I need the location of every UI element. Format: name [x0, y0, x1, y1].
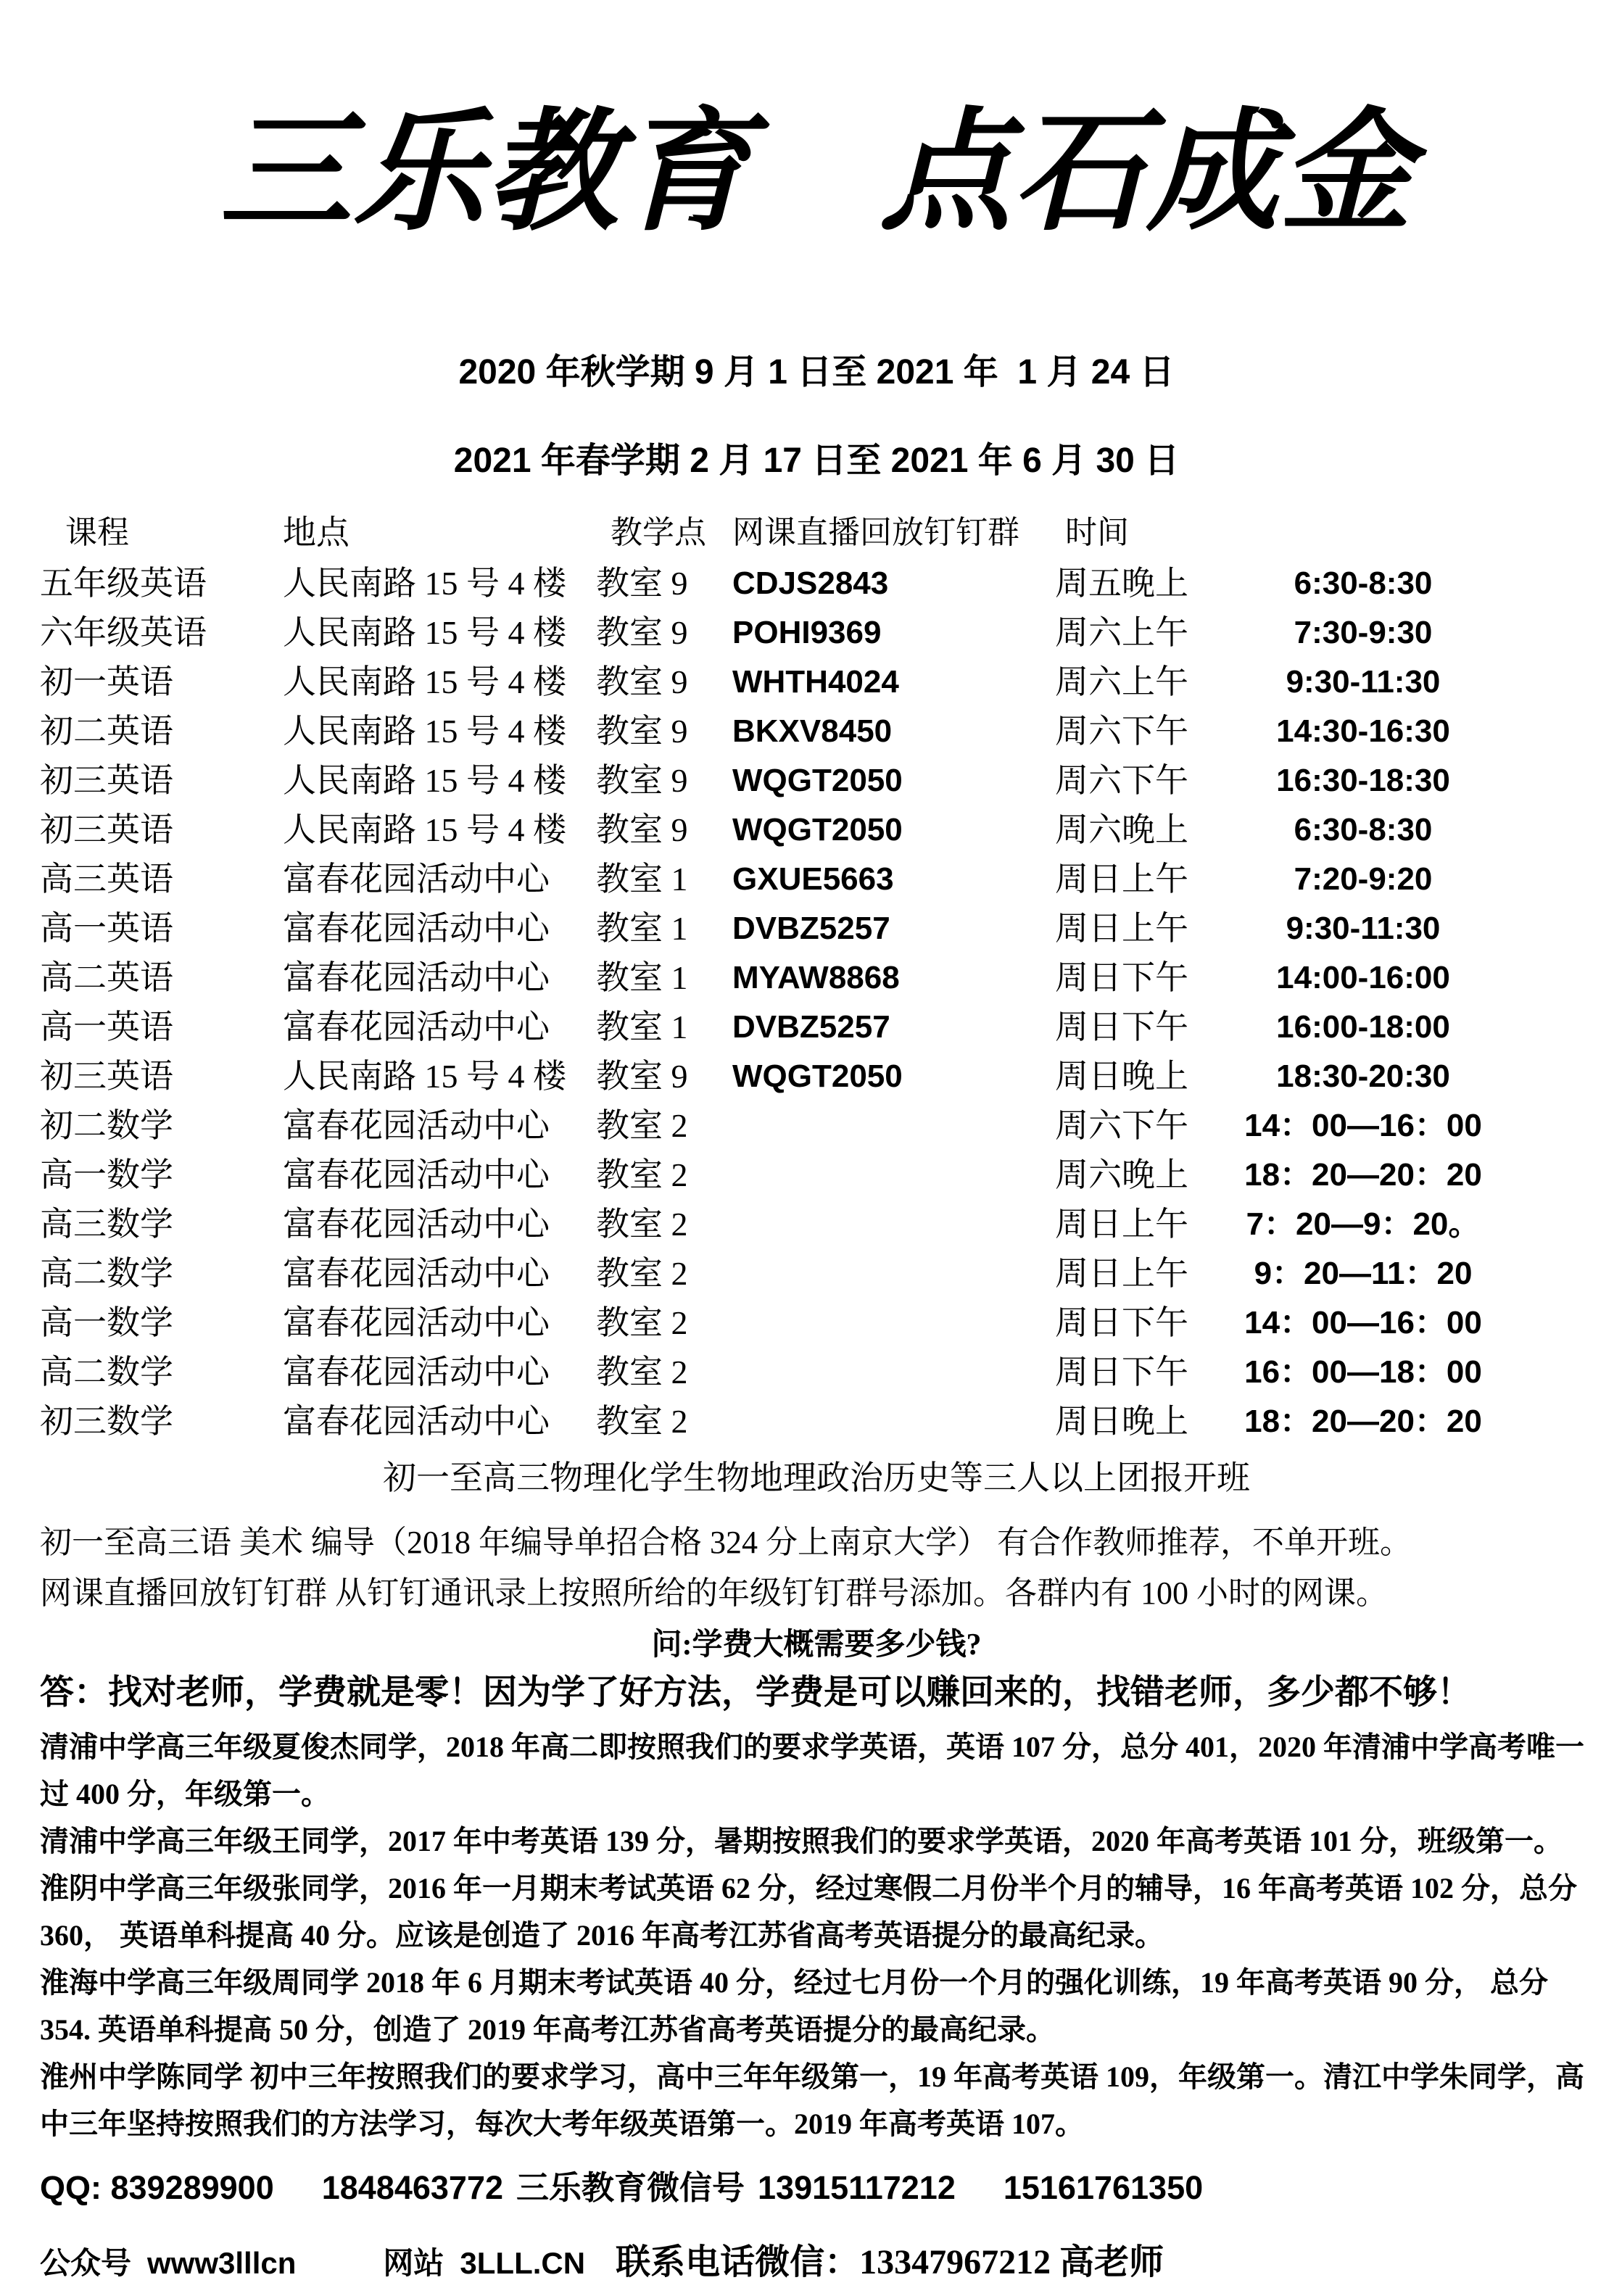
dingtalk-group-code: POHI9369 — [732, 615, 882, 650]
col-header-time: 时间 — [1065, 515, 1129, 550]
course-name: 高一数学 — [40, 1304, 173, 1341]
course-location: 人民南路 15 号 4 楼 — [283, 614, 566, 651]
schedule-row — [40, 953, 1593, 1003]
course-day: 周六晚上 — [1055, 811, 1188, 848]
schedule-header-row — [40, 507, 1593, 559]
bottom-contact-line — [40, 2240, 1593, 2287]
spring-semester-dates: 2021 年春学期 2 月 17 日至 2021 年 6 月 30 日 — [453, 442, 1180, 480]
page-title: 三乐教育 点石成金 — [219, 101, 1414, 246]
course-time-range: 9：20—11：20 — [1254, 1256, 1473, 1291]
wechat-label: 三乐教育微信号 — [516, 2170, 745, 2206]
course-location: 富春花园活动中心 — [283, 1156, 550, 1193]
course-location: 人民南路 15 号 4 楼 — [283, 1058, 566, 1095]
course-classroom: 教室 2 — [596, 1354, 688, 1391]
student-testimonial: 淮阴中学高三年级张同学，2016 年一月期末考试英语 62 分，经过寒假二月份半个月的辅导，16 年高考英语 102 分，总分 360， 英语单科提高 40 分。应该是创造了 2016 年高考江苏省高考英语提分的最高纪录。 — [40, 1872, 1584, 1952]
course-day: 周日上午 — [1055, 861, 1188, 898]
dingtalk-group-code: WHTH4024 — [732, 664, 899, 700]
course-day: 周五晚上 — [1055, 565, 1188, 602]
course-location: 富春花园活动中心 — [283, 1403, 550, 1440]
website-value: 3LLL.CN — [460, 2246, 586, 2280]
course-time-range: 6:30-8:30 — [1294, 812, 1433, 847]
course-day: 周六晚上 — [1055, 1156, 1188, 1193]
course-name: 初三英语 — [40, 1058, 173, 1095]
course-classroom: 教室 1 — [596, 1008, 688, 1045]
course-time-range: 7：20—9：20。 — [1246, 1206, 1481, 1242]
tuition-answer: 答：找对老师，学费就是零！因为学了好方法，学费是可以赚回来的，找错老师，多少都不够！ — [40, 1674, 1471, 1712]
course-name: 高一数学 — [40, 1156, 173, 1193]
course-time-range: 6:30-8:30 — [1294, 565, 1433, 601]
course-classroom: 教室 9 — [596, 1058, 688, 1095]
dingtalk-group-code: DVBZ5257 — [732, 911, 890, 946]
course-day: 周日下午 — [1055, 959, 1188, 996]
course-classroom: 教室 9 — [596, 713, 688, 750]
course-name: 初三英语 — [40, 762, 173, 799]
schedule-row — [40, 707, 1593, 756]
course-name: 初三英语 — [40, 811, 173, 848]
testimonials-section — [40, 1723, 1593, 2147]
course-time-range: 18：20—20：20 — [1244, 1157, 1482, 1193]
course-day: 周六下午 — [1055, 1107, 1188, 1144]
schedule-row — [40, 1200, 1593, 1249]
course-location: 富春花园活动中心 — [283, 1255, 550, 1292]
course-time-range: 14：00—16：00 — [1244, 1305, 1482, 1340]
course-day: 周日上午 — [1055, 1255, 1188, 1292]
dingtalk-group-code: CDJS2843 — [732, 565, 889, 601]
schedule-rows — [40, 559, 1593, 1446]
schedule-row — [40, 756, 1593, 805]
notes-section — [40, 1517, 1593, 1619]
schedule-row — [40, 1397, 1593, 1446]
col-header-location: 地点 — [283, 514, 349, 551]
course-classroom: 教室 1 — [596, 959, 688, 996]
course-day: 周六上午 — [1055, 663, 1188, 700]
col-header-teaching-point: 教学点 — [611, 515, 706, 550]
course-classroom: 教室 1 — [596, 910, 688, 947]
course-classroom: 教室 9 — [596, 663, 688, 700]
student-testimonial: 淮州中学陈同学 初中三年按照我们的要求学习，高中三年年级第一，19 年高考英语 109，年级第一。清江中学朱同学，高中三年坚持按照我们的方法学习，每次大考年级英语第一。2019 年高考英语 107。 — [40, 2060, 1584, 2140]
course-location: 富春花园活动中心 — [283, 959, 550, 996]
course-name: 初二英语 — [40, 713, 173, 750]
schedule-row — [40, 1348, 1593, 1397]
course-time-range: 16:30-18:30 — [1276, 763, 1450, 798]
course-name: 高二数学 — [40, 1255, 173, 1292]
student-testimonial: 清浦中学高三年级夏俊杰同学，2018 年高二即按照我们的要求学英语，英语 107 分，总分 401，2020 年清浦中学高考唯一过 400 分，年级第一。 — [40, 1731, 1584, 1810]
course-location: 人民南路 15 号 4 楼 — [283, 762, 566, 799]
dingtalk-group-code: GXUE5663 — [732, 861, 894, 897]
course-classroom: 教室 2 — [596, 1403, 688, 1440]
dingtalk-group-code: WQGT2050 — [732, 1058, 903, 1094]
schedule-row — [40, 1003, 1593, 1052]
qq-number-2: 1848463772 — [321, 2169, 504, 2206]
course-time-range: 9:30-11:30 — [1286, 911, 1441, 946]
course-name: 初一英语 — [40, 663, 173, 700]
phone-contact: 联系电话微信：13347967212 高老师 — [616, 2243, 1164, 2282]
dingtalk-group-note: 网课直播回放钉钉群 从钉钉通讯录上按照所给的年级钉钉群号添加。各群内有 100 小时的网课。 — [40, 1575, 1388, 1611]
group-enrollment-note: 初一至高三物理化学生物地理政治历史等三人以上团报开班 — [383, 1459, 1250, 1496]
course-classroom: 教室 2 — [596, 1255, 688, 1292]
col-header-dingtalk-group: 网课直播回放钉钉群 — [732, 515, 1019, 550]
autumn-semester-dates: 2020 年秋学期 9 月 1 日至 2021 年 1 月 24 日 — [458, 353, 1175, 391]
course-time-range: 14:00-16:00 — [1276, 960, 1450, 995]
student-testimonial: 淮海中学高三年级周同学 2018 年 6 月期末考试英语 40 分，经过七月份一个月的强化训练，19 年高考英语 90 分， 总分 354. 英语单科提高 50 分，创造了 2019 年高考江苏省高考英语提分的最高纪录。 — [40, 1966, 1555, 2046]
schedule-row — [40, 1101, 1593, 1151]
course-day: 周日下午 — [1055, 1354, 1188, 1391]
schedule-row — [40, 1249, 1593, 1298]
course-name: 六年级英语 — [40, 614, 207, 651]
dingtalk-group-code: BKXV8450 — [732, 713, 893, 749]
course-day: 周日晚上 — [1055, 1058, 1188, 1095]
schedule-row — [40, 904, 1593, 953]
course-day: 周六下午 — [1055, 762, 1188, 799]
qq-label-and-number: QQ: 839289900 — [40, 2169, 274, 2206]
dingtalk-group-code: DVBZ5257 — [732, 1009, 890, 1045]
course-name: 高三数学 — [40, 1206, 173, 1243]
course-day: 周六下午 — [1055, 713, 1188, 750]
schedule-row — [40, 559, 1593, 608]
course-location: 富春花园活动中心 — [283, 1206, 550, 1243]
schedule-row — [40, 1151, 1593, 1200]
course-name: 高一英语 — [40, 910, 173, 947]
course-time-range: 7:20-9:20 — [1294, 861, 1433, 897]
course-name: 初三数学 — [40, 1403, 173, 1440]
course-name: 高二数学 — [40, 1354, 173, 1391]
course-name: 高三英语 — [40, 861, 173, 898]
course-time-range: 16:00-18:00 — [1276, 1009, 1450, 1045]
website-label: 网站 — [383, 2247, 444, 2281]
course-time-range: 18:30-20:30 — [1276, 1058, 1450, 1094]
course-day: 周日下午 — [1055, 1304, 1188, 1341]
student-testimonial: 清浦中学高三年级王同学，2017 年中考英语 139 分，暑期按照我们的要求学英语，2020 年高考英语 101 分，班级第一。 — [40, 1825, 1563, 1857]
course-classroom: 教室 2 — [596, 1206, 688, 1243]
course-time-range: 9:30-11:30 — [1286, 664, 1441, 700]
course-location: 人民南路 15 号 4 楼 — [283, 811, 566, 848]
course-classroom: 教室 9 — [596, 614, 688, 651]
course-location: 富春花园活动中心 — [283, 1354, 550, 1391]
course-time-range: 16：00—18：00 — [1244, 1354, 1482, 1390]
wechat-number-1: 13915117212 — [758, 2169, 956, 2206]
course-classroom: 教室 9 — [596, 762, 688, 799]
course-name: 高一英语 — [40, 1008, 173, 1045]
course-location: 富春花园活动中心 — [283, 1008, 550, 1045]
course-location: 人民南路 15 号 4 楼 — [283, 713, 566, 750]
course-name: 初二数学 — [40, 1107, 173, 1144]
col-header-course: 课程 — [65, 515, 129, 550]
wechat-number-2: 15161761350 — [1003, 2169, 1204, 2206]
course-location: 富春花园活动中心 — [283, 861, 550, 898]
course-location: 人民南路 15 号 4 楼 — [283, 663, 566, 700]
course-time-range: 14：00—16：00 — [1244, 1108, 1482, 1143]
dingtalk-group-code: WQGT2050 — [732, 763, 903, 798]
course-day: 周日上午 — [1055, 910, 1188, 947]
schedule-row — [40, 608, 1593, 658]
schedule-row — [40, 1298, 1593, 1348]
course-classroom: 教室 2 — [596, 1107, 688, 1144]
schedule-row — [40, 855, 1593, 904]
course-time-range: 14:30-16:30 — [1276, 713, 1450, 749]
course-location: 富春花园活动中心 — [283, 1107, 550, 1144]
course-time-range: 7:30-9:30 — [1294, 615, 1433, 650]
course-classroom: 教室 1 — [596, 861, 688, 898]
course-day: 周日下午 — [1055, 1008, 1188, 1045]
course-location: 富春花园活动中心 — [283, 910, 550, 947]
schedule-table — [40, 507, 1593, 1446]
dingtalk-group-code: MYAW8868 — [732, 960, 900, 995]
qq-contact-line — [40, 2166, 1593, 2210]
course-name: 高二英语 — [40, 959, 173, 996]
schedule-row — [40, 805, 1593, 855]
public-account-value: www3lllcn — [147, 2246, 297, 2280]
public-account-label: 公众号 — [40, 2247, 132, 2281]
course-location: 人民南路 15 号 4 楼 — [283, 565, 566, 602]
course-day: 周日晚上 — [1055, 1403, 1188, 1440]
dingtalk-group-code: WQGT2050 — [732, 812, 903, 847]
schedule-row — [40, 1052, 1593, 1101]
course-classroom: 教室 9 — [596, 811, 688, 848]
semester-dates — [40, 328, 1593, 505]
course-classroom: 教室 2 — [596, 1304, 688, 1341]
course-location: 富春花园活动中心 — [283, 1304, 550, 1341]
course-name: 五年级英语 — [40, 565, 207, 602]
course-day: 周日上午 — [1055, 1206, 1188, 1243]
art-program-note: 初一至高三语 美术 编导（2018 年编导单招合格 324 分上南京大学） 有合作教师推荐，不单开班。 — [40, 1525, 1412, 1560]
schedule-row — [40, 658, 1593, 707]
course-classroom: 教室 2 — [596, 1156, 688, 1193]
course-day: 周六上午 — [1055, 614, 1188, 651]
course-time-range: 18：20—20：20 — [1244, 1404, 1482, 1439]
tuition-question: 问:学费大概需要多少钱? — [651, 1628, 982, 1662]
course-classroom: 教室 9 — [596, 565, 688, 602]
